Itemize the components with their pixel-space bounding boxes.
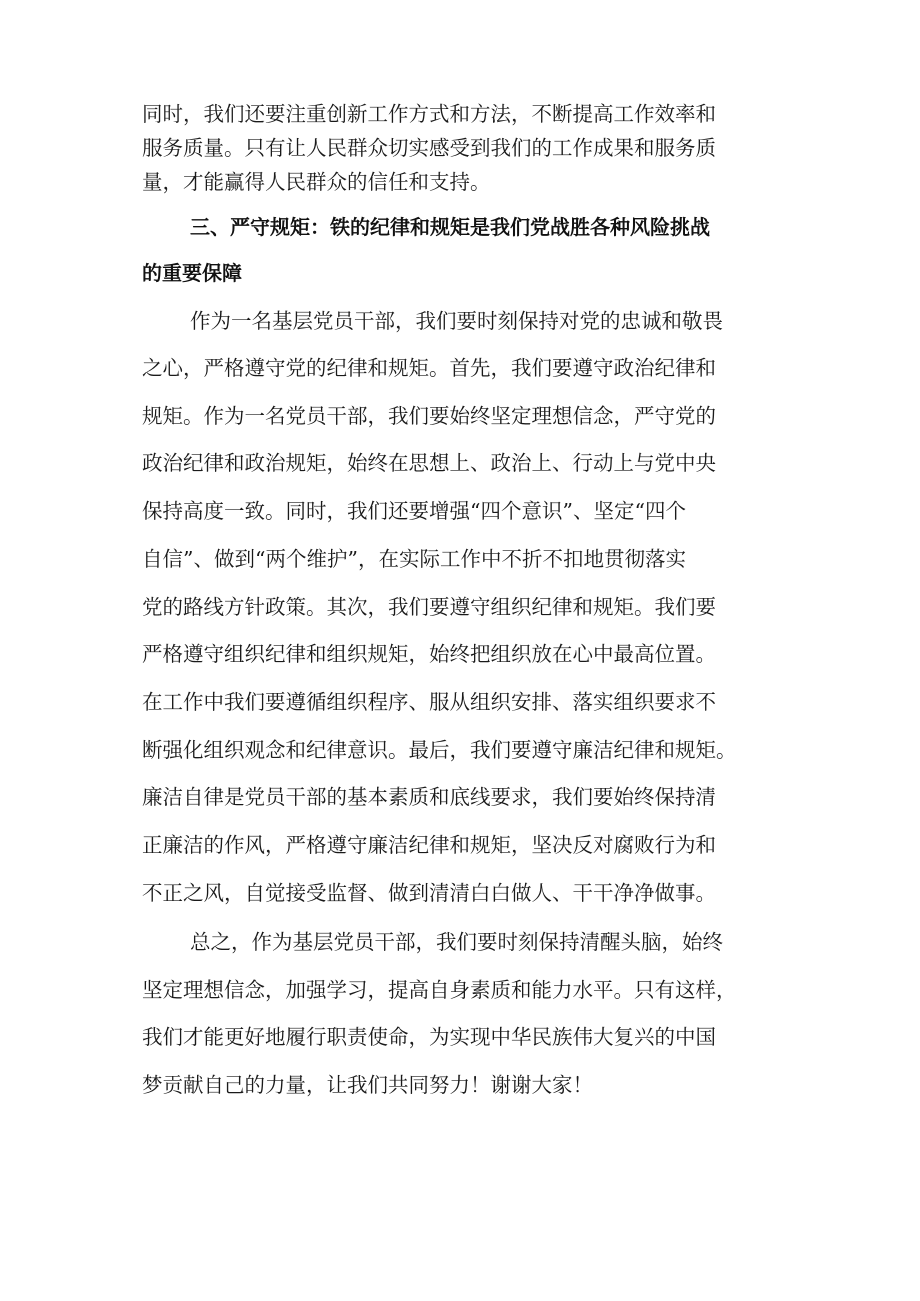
paragraph-line: 坚定理想信念，加强学习，提高自身素质和能力水平。只有这样， (142, 978, 737, 1002)
paragraph-line: 服务质量。只有让人民群众切实感受到我们的工作成果和服务质 (142, 136, 716, 160)
paragraph-line: 正廉洁的作风，严格遵守廉洁纪律和规矩，坚决反对腐败行为和 (142, 833, 716, 857)
paragraph-line: 量，才能赢得人民群众的信任和支持。 (142, 170, 491, 194)
paragraph-line: 不正之风，自觉接受监督、做到清清白白做人、干干净净做事。 (142, 881, 716, 905)
paragraph-line: 断强化组织观念和纪律意识。最后，我们要遵守廉洁纪律和规矩。 (142, 738, 737, 762)
paragraph-line: 政治纪律和政治规矩，始终在思想上、政治上、行动上与党中央 (142, 451, 716, 475)
paragraph-line: 党的路线方针政策。其次，我们要遵守组织纪律和规矩。我们要 (142, 595, 716, 619)
paragraph-line: 在工作中我们要遵循组织程序、服从组织安排、落实组织要求不 (142, 690, 716, 714)
paragraph-line: 廉洁自律是党员干部的基本素质和底线要求，我们要始终保持清 (142, 785, 716, 809)
paragraph-line: 之心，严格遵守党的纪律和规矩。首先，我们要遵守政治纪律和 (142, 356, 716, 380)
paragraph-line: 我们才能更好地履行职责使命，为实现中华民族伟大复兴的中国 (142, 1025, 716, 1049)
section-heading-line: 三、严守规矩：铁的纪律和规矩是我们党战胜各种风险挑战 (190, 215, 710, 239)
paragraph-line: 自信”、做到“两个维护”，在实际工作中不折不扣地贯彻落实 (142, 547, 686, 571)
section-heading-line: 的重要保障 (142, 261, 242, 285)
paragraph-line: 严格遵守组织纪律和组织规矩，始终把组织放在心中最高位置。 (142, 642, 716, 666)
paragraph-line: 保持高度一致。同时，我们还要增强“四个意识”、坚定“四个 (142, 499, 686, 523)
paragraph-line: 梦贡献自己的力量，让我们共同努力！谢谢大家！ (142, 1073, 593, 1097)
paragraph-line: 总之，作为基层党员干部，我们要时刻保持清醒头脑，始终 (190, 930, 723, 954)
paragraph-line: 规矩。作为一名党员干部，我们要始终坚定理想信念，严守党的 (142, 404, 716, 428)
paragraph-line: 作为一名基层党员干部，我们要时刻保持对党的忠诚和敬畏 (190, 309, 723, 333)
paragraph-line: 同时，我们还要注重创新工作方式和方法，不断提高工作效率和 (142, 102, 716, 126)
